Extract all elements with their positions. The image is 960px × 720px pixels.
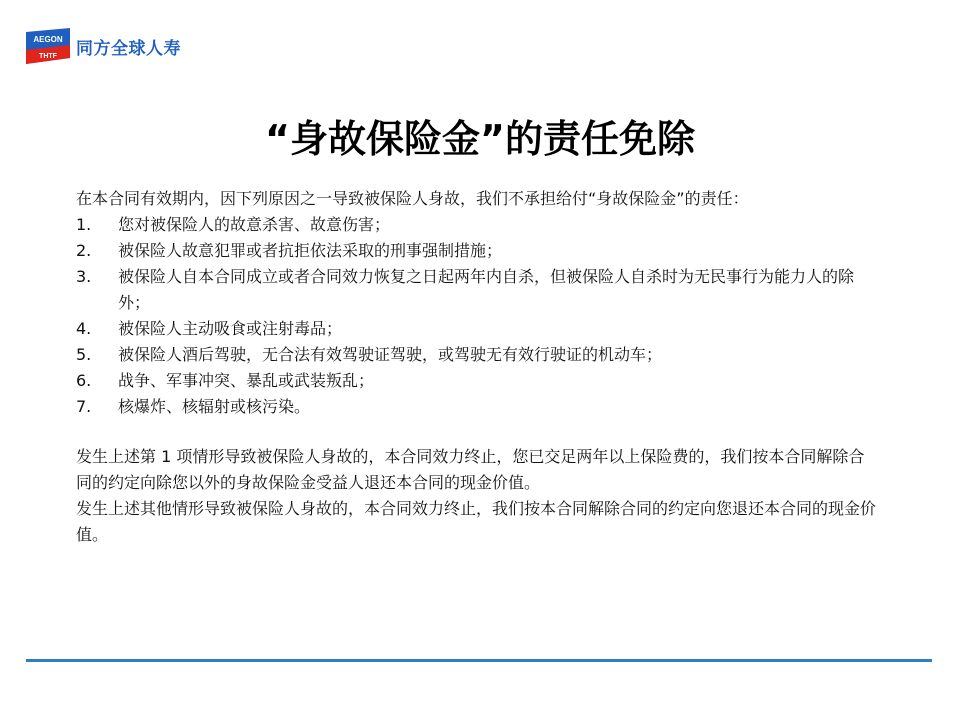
list-item-number: 2.	[76, 241, 92, 260]
aegon-thtf-logo-icon	[26, 28, 70, 64]
list-item-text: 战争、军事冲突、暴乱或武装叛乱；	[118, 371, 375, 390]
list-item	[76, 212, 876, 238]
brand-name: 同方全球人寿	[76, 39, 181, 59]
list-item-number: 5.	[76, 345, 92, 364]
list-item-number: 3.	[76, 267, 92, 286]
intro-paragraph: 在本合同有效期内，因下列原因之一导致被保险人身故，我们不承担给付“身故保险金”的责任：	[76, 189, 749, 208]
list-item	[76, 316, 876, 342]
note-paragraph-2: 发生上述其他情形导致被保险人身故的，本合同效力终止，我们按本合同解除合同的约定向您退还本合同的现金价值。	[76, 499, 877, 544]
list-item-text: 被保险人主动吸食或注射毒品；	[118, 319, 343, 338]
list-item	[76, 238, 876, 264]
exclusion-content	[76, 186, 876, 548]
list-item-text: 被保险人故意犯罪或者抗拒依法采取的刑事强制措施；	[118, 241, 503, 260]
list-item-number: 4.	[76, 319, 92, 338]
note-paragraph-1: 发生上述第 1 项情形导致被保险人身故的，本合同效力终止，您已交足两年以上保险费的，我们按本合同解除合同的约定向除您以外的身故保险金受益人退还本合同的现金价值。	[76, 447, 865, 492]
exclusion-list	[76, 212, 876, 420]
list-item-number: 1.	[76, 215, 92, 234]
list-item-number: 6.	[76, 371, 92, 390]
list-item	[76, 394, 876, 420]
list-item-text: 核爆炸、核辐射或核污染。	[118, 397, 311, 416]
company-logo	[26, 28, 206, 68]
logo-text-thtf: THTF	[39, 53, 57, 60]
list-item	[76, 342, 876, 368]
list-item-text: 被保险人酒后驾驶，无合法有效驾驶证驾驶，或驾驶无有效行驶证的机动车；	[118, 345, 663, 364]
list-item	[76, 264, 876, 316]
footer-divider	[26, 659, 932, 662]
page-title: “身故保险金”的责任免除	[265, 117, 695, 161]
list-item-text: 您对被保险人的故意杀害、故意伤害；	[118, 215, 391, 234]
list-item	[76, 368, 876, 394]
paragraph-spacer	[76, 420, 876, 444]
list-item-text: 被保险人自本合同成立或者合同效力恢复之日起两年内自杀，但被保险人自杀时为无民事行为能力人的除外；	[118, 267, 855, 312]
logo-text-aegon: AEGON	[33, 35, 63, 44]
list-item-number: 7.	[76, 397, 92, 416]
